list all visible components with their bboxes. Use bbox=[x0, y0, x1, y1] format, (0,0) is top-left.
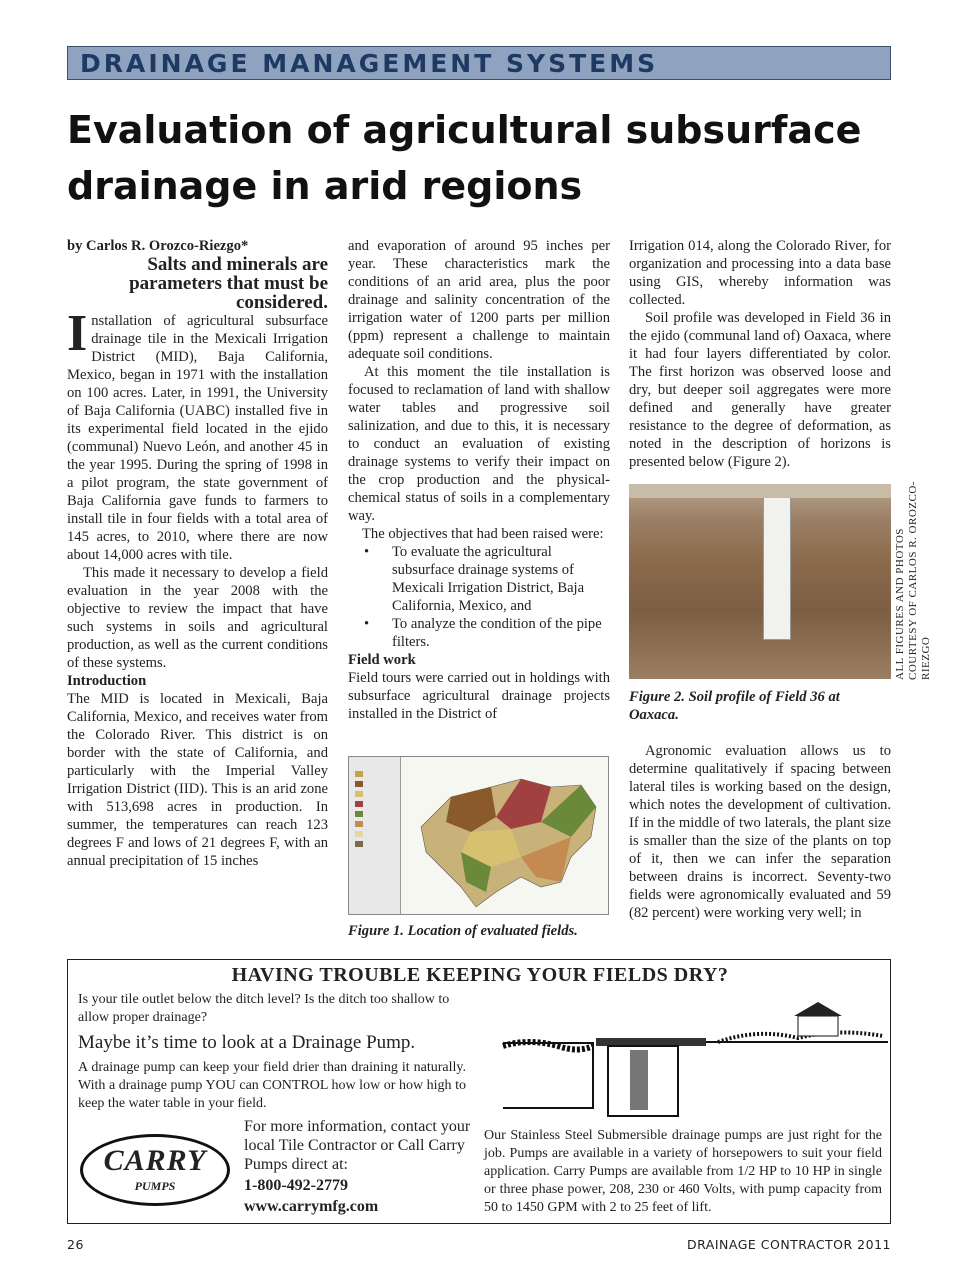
pump-illustration bbox=[498, 998, 888, 1118]
logo-wordmark: CARRY bbox=[103, 1144, 207, 1177]
pull-quote: Salts and minerals are parameters that must be considered. bbox=[129, 254, 328, 313]
figure-1-caption: Figure 1. Location of evaluated fields. bbox=[348, 923, 578, 939]
sky-band bbox=[629, 484, 891, 498]
paragraph: Soil profile was developed in Field 36 in the ejido (communal land of) Oaxaca, where it had four layers differentiated by color. The first horizon was observed loose and dry, but deeper soil aggregates were more defined and generally have greater resistance to the degree of deformation, as noted in the description of horizons is presented below (Figure 2). bbox=[629, 310, 891, 470]
objectives-intro: The objectives that had been raised were: bbox=[362, 526, 604, 542]
paragraph: and evaporation of around 95 inches per year. These characteristics mark the conditions of an arid area, plus the poor drainage and salinity concentration of the irrigation water of 1200 parts per million (ppm) represent a challenge to maintain adequate soil conditions. bbox=[348, 238, 610, 362]
article-title: Evaluation of agricultural subsurface drainage in arid regions bbox=[67, 108, 862, 208]
publication-name: DRAINAGE CONTRACTOR 2011 bbox=[686, 1237, 891, 1252]
paragraph: The MID is located in Mexicali, Baja California, Mexico, and receives water from the Colorado River. This district is on border with the state of California, and particularly with the Imperial Valley Irrigation District (IID). This is an arid zone with 513,698 acres in production. In summer, the temperatures can reach 123 degrees F and lows of 21 degrees F, with an annual precipitation of 15 inches bbox=[67, 691, 328, 869]
paragraph: Field tours were carried out in holdings with subsurface agricultural drainage projects installed in the District of bbox=[348, 670, 610, 722]
paragraph: Agronomic evaluation allows us to determine qualitatively if spacing between lateral tiles is working based on the design, which notes the development of cultivation. If in the middle of two laterals, the plant size is smaller than the size of the plants on top of it, then we can infer the separation between drains is incorrect. Seventy-two fields were agronomically evaluated and 59 (82 percent) were working very well; in bbox=[629, 743, 891, 921]
drop-cap: I bbox=[67, 305, 88, 362]
list-item: • To analyze the condition of the pipe filters. bbox=[348, 615, 610, 651]
figure-2-caption: Figure 2. Soil profile of Field 36 at Oaxaca. bbox=[629, 689, 840, 723]
list-item: • To evaluate the agricultural subsurface drainage systems of Mexicali Irrigation District, Baja California, Mexico, and bbox=[348, 543, 610, 615]
measuring-board bbox=[763, 490, 791, 640]
ad-description-2: Our Stainless Steel Submersible drainage pumps are just right for the job. Pumps are available in a variety of horsepowers to suit your field application. Carry Pumps are available from 1/2 HP to 10 HP in single or three phase power, 208, 230 or 460 Volts, with pump capacity from 50 to 1450 GPM with 2 to 25 feet of lift. bbox=[484, 1128, 882, 1215]
advertisement bbox=[67, 959, 891, 1224]
byline: by Carlos R. Orozco-Riezgo* bbox=[67, 238, 249, 254]
figure-2-soil-photo bbox=[629, 484, 891, 679]
ad-contact: For more information, contact your local Tile Contractor or Call Carry Pumps direct at: bbox=[244, 1118, 471, 1173]
column-3 bbox=[629, 237, 891, 471]
ad-question: Is your tile outlet below the ditch level? Is the ditch too shallow to allow proper drainage? bbox=[78, 992, 450, 1025]
section-banner-label: DRAINAGE MANAGEMENT SYSTEMS bbox=[80, 49, 659, 78]
paragraph: This made it necessary to develop a field evaluation in the year 2008 with the objective to review the impact that have such systems in soils and agricultural production, as well as the current conditions of these systems. bbox=[67, 565, 328, 671]
column-1 bbox=[67, 237, 328, 870]
subheading-introduction: Introduction bbox=[67, 673, 147, 689]
objectives-list bbox=[348, 543, 610, 651]
section-banner bbox=[67, 46, 891, 80]
paragraph: At this moment the tile installation is focused to reclamation of land with shallow water tables and progressive soil salinization, and due to this, it is necessary to conduct an evaluation of existing drainage systems to verify their impact on the crop production and the physical-chemical status of soils in a complementary way. bbox=[348, 364, 610, 524]
paragraph: Irrigation 014, along the Colorado River, for organization and processing into a data base using GIS, whereby information was collected. bbox=[629, 238, 891, 308]
column-3-lower bbox=[629, 742, 891, 922]
photo-credit: ALL FIGURES AND PHOTOS COURTESY OF CARLOS R. OROZCO-RIEZGO bbox=[894, 481, 932, 680]
ad-title: HAVING TROUBLE KEEPING YOUR FIELDS DRY? bbox=[231, 964, 729, 986]
map-image bbox=[401, 757, 609, 915]
subheading-field-work: Field work bbox=[348, 652, 416, 668]
map-legend-panel bbox=[349, 757, 401, 915]
ad-website: www.carrymfg.com bbox=[244, 1198, 379, 1215]
column-2 bbox=[348, 237, 610, 723]
logo-subtitle: PUMPS bbox=[134, 1179, 176, 1193]
ad-description: A drainage pump can keep your field drier than draining it naturally. With a drainage pump YOU can CONTROL how low or how high to keep the water table in your field. bbox=[78, 1060, 466, 1111]
page-number: 26 bbox=[67, 1237, 84, 1252]
ad-headline: Maybe it’s time to look at a Drainage Pump. bbox=[78, 1032, 416, 1053]
figure-1-map bbox=[348, 756, 609, 915]
carry-pumps-logo bbox=[80, 1134, 230, 1206]
ad-phone: 1-800-492-2779 bbox=[244, 1177, 348, 1194]
paragraph: nstallation of agricultural subsurface drainage tile in the Mexicali Irrigation District (MID), Baja California, Mexico, began in 1971 with the installation on 100 acres. Later, in 1991, the University of Baja California (UABC) installed five in its experimental field located in the ejido (communal) Nuevo León, and another 45 in the year 1995. During the spring of 1998 in a pilot program, the state government of Baja California gave funds to farmers to install tile in four fields with a total area of 145 acres, to 2010, where there are now about 14,000 acres with tile. bbox=[67, 313, 328, 563]
